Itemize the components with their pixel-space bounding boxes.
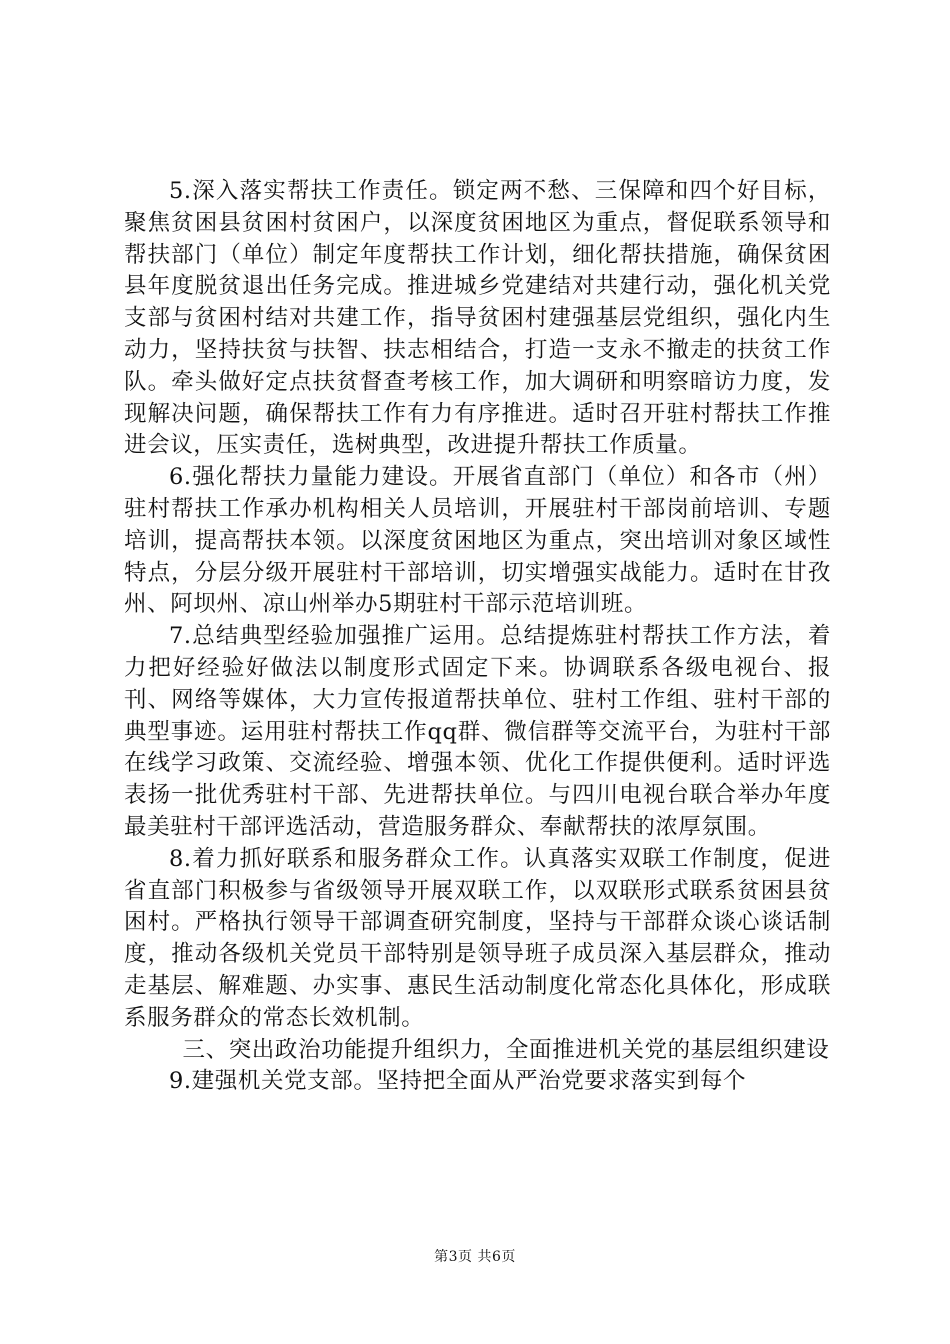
paragraph-item-5: 5.深入落实帮扶工作责任。锁定两不愁、三保障和四个好目标，聚焦贫困县贫困村贫困户，以深度贫困地区为重点，督促联系领导和帮扶部门（单位）制定年度帮扶工作计划，细化帮扶措施，确保贫困县年度脱贫退出任务完成。推进城乡党建结对共建行动，强化机关党支部与贫困村结对共建工作，指导贫困村建强基层党组织，强化内生动力，坚持扶贫与扶智、扶志相结合，打造一支永不撤走的扶贫工作队。牵头做好定点扶贫督查考核工作，加大调研和明察暗访力度，发现解决问题，确保帮扶工作有力有序推进。适时召开驻村帮扶工作推进会议，压实责任，选树典型，改进提升帮扶工作质量。 [124, 178, 831, 459]
paragraph-item-9: 9.建强机关党支部。坚持把全面从严治党要求落实到每个 [169, 1068, 747, 1095]
section-heading-3: 三、突出政治功能提升组织力，全面推进机关党的基层组织建设 [182, 1036, 830, 1063]
document-body [124, 176, 831, 1098]
paragraph-item-8: 8.着力抓好联系和服务群众工作。认真落实双联工作制度，促进省直部门积极参与省级领导开展双联工作，以双联形式联系贫困县贫困村。严格执行领导干部调查研究制度，坚持与干部群众谈心谈话制度，推动各级机关党员干部特别是领导班子成员深入基层群众，推动走基层、解难题、办实事、惠民生活动制度化常态化具体化，形成联系服务群众的常态长效机制。 [124, 845, 831, 1031]
page-footer: 第3页 共6页 [434, 1249, 516, 1265]
paragraph-item-7: 7.总结典型经验加强推广运用。总结提炼驻村帮扶工作方法，着力把好经验好做法以制度形式固定下来。协调联系各级电视台、报刊、网络等媒体，大力宣传报道帮扶单位、驻村工作组、驻村干部的典型事迹。运用驻村帮扶工作qq群、微信群等交流平台，为驻村干部在线学习政策、交流经验、增强本领、优化工作提供便利。适时评选表扬一批优秀驻村干部、先进帮扶单位。与四川电视台联合举办年度最美驻村干部评选活动，营造服务群众、奉献帮扶的浓厚氛围。 [124, 623, 831, 840]
paragraph-item-6: 6.强化帮扶力量能力建设。开展省直部门（单位）和各市（州）驻村帮扶工作承办机构相关人员培训，开展驻村干部岗前培训、专题培训，提高帮扶本领。以深度贫困地区为重点，突出培训对象区域性特点，分层分级开展驻村干部培训，切实增强实战能力。适时在甘孜州、阿坝州、凉山州举办5期驻村干部示范培训班。 [124, 464, 831, 618]
